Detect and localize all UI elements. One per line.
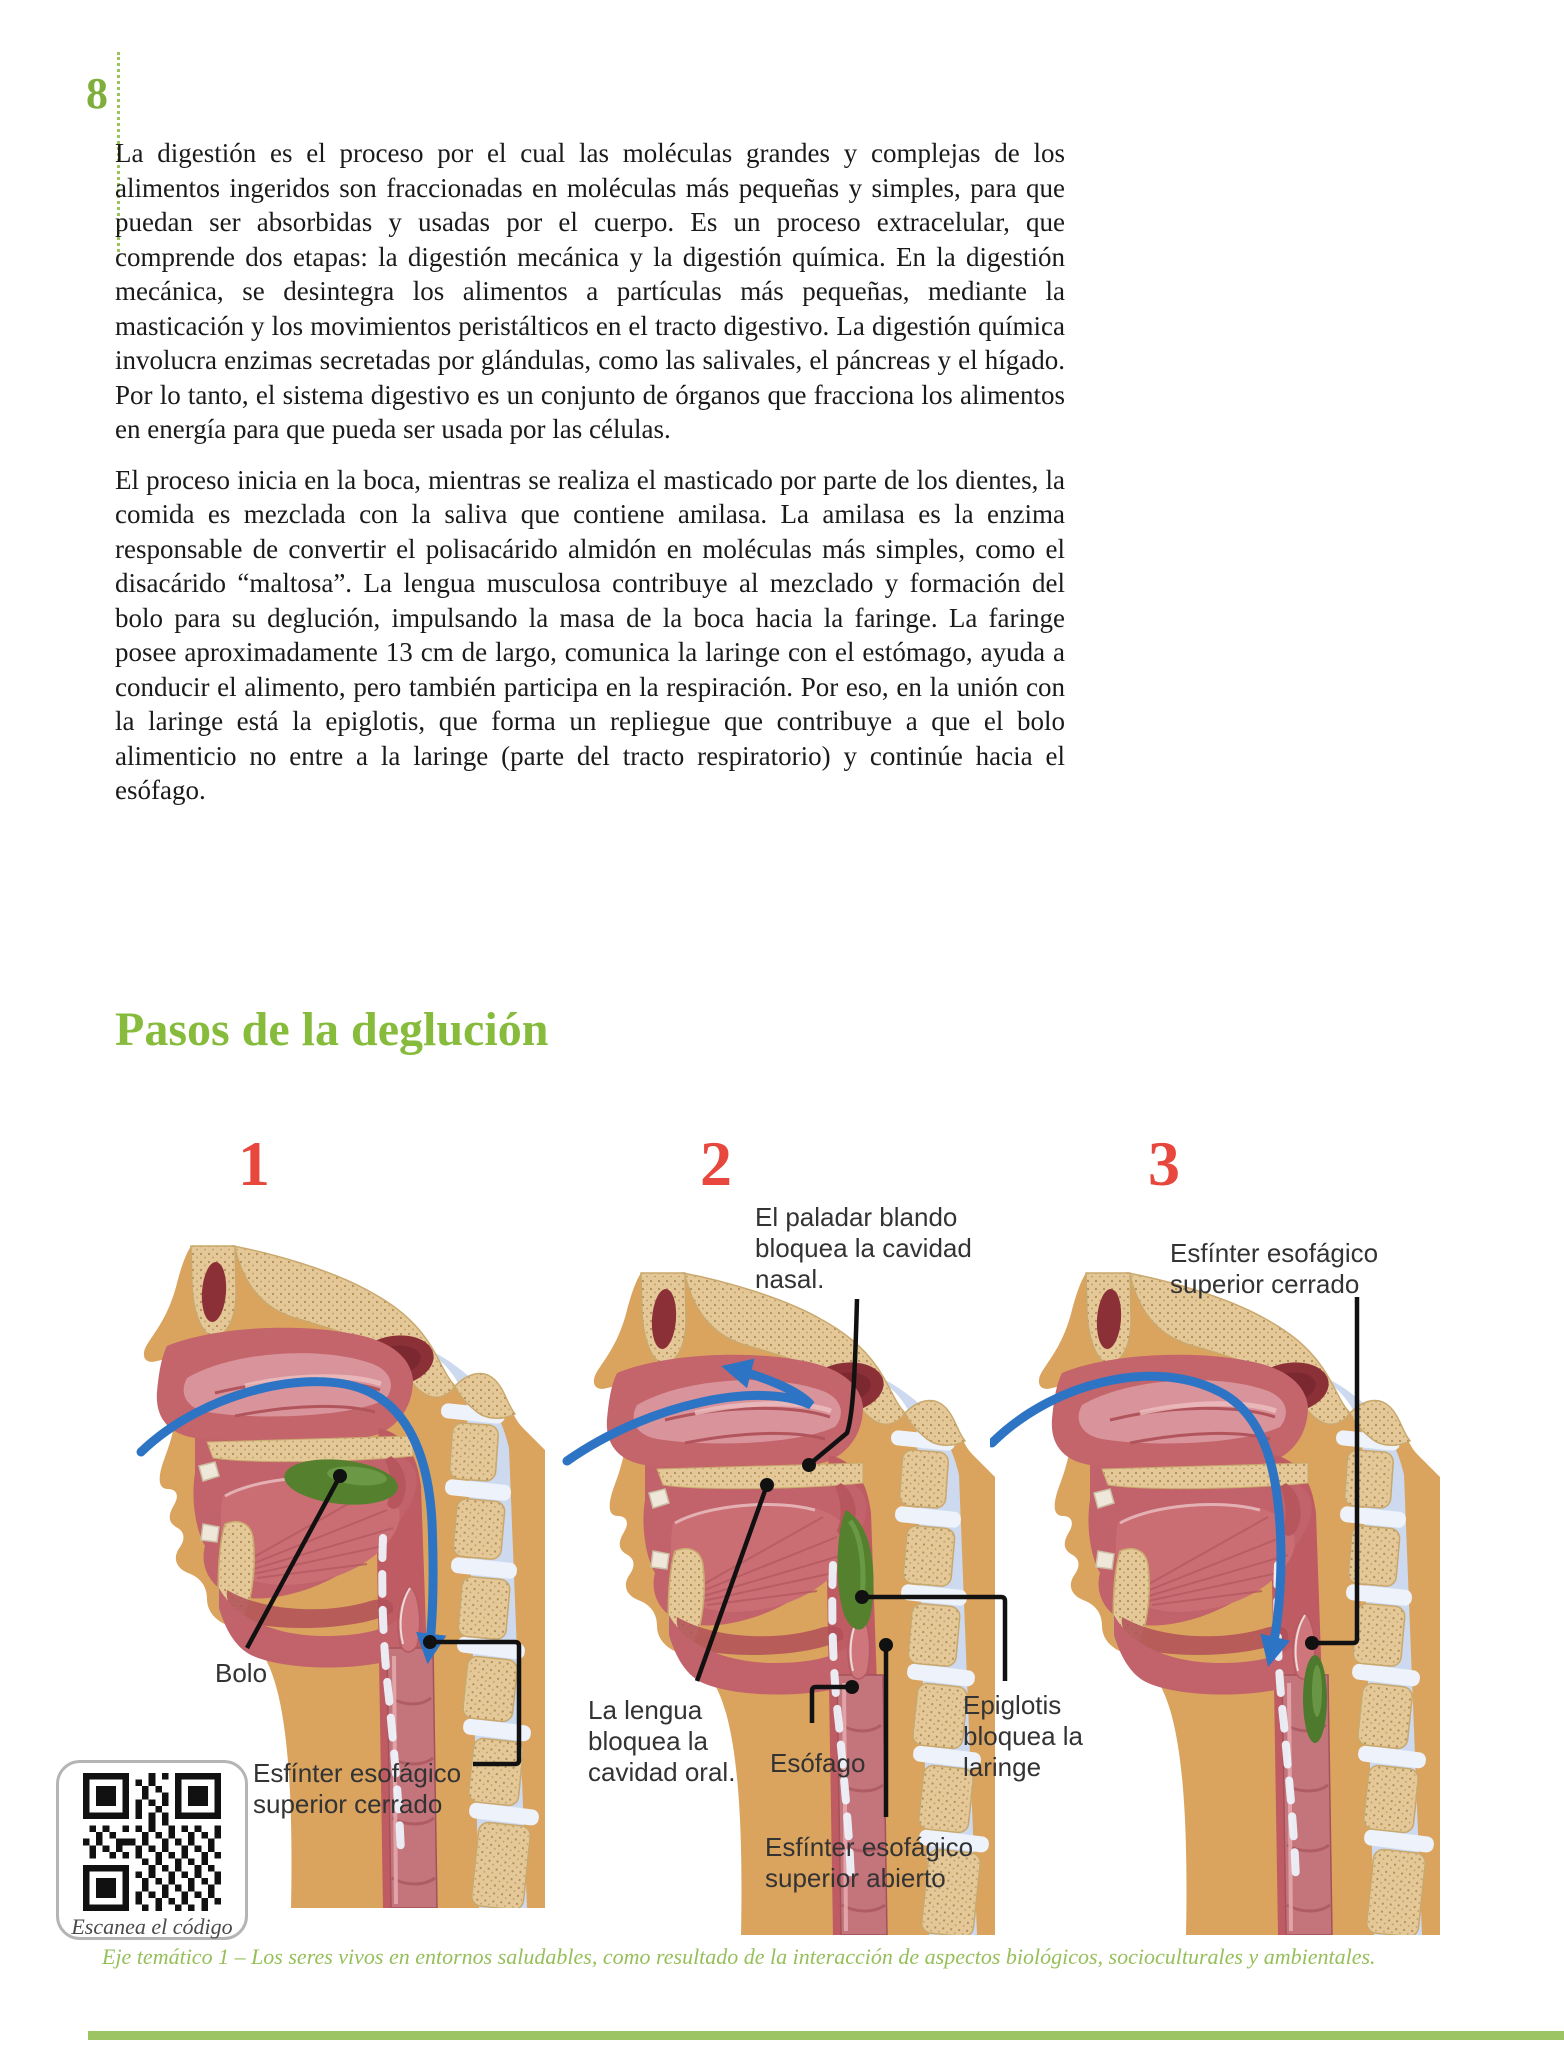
step-number-1: 1 [238,1128,270,1199]
body-text-column [115,136,1065,824]
label-esfinter-abierto: Esfínter esofágico superior abierto [765,1832,974,1893]
step-number-2: 2 [700,1128,732,1199]
label-esfinter-cerrado-paso1: Esfínter esofágico superior cerrado [253,1758,462,1819]
label-bolo: Bolo [215,1658,268,1688]
step-number-3: 3 [1148,1128,1180,1199]
head-cross-section-step3 [990,1255,1475,1935]
footer-green-bar [88,2031,1564,2040]
qr-caption: Escanea el código [71,1914,233,1939]
section-heading: Pasos de la deglución [115,1003,549,1056]
label-epiglotis: Epiglotis bloquea la laringe [963,1690,1083,1782]
qr-code-icon [83,1773,221,1911]
paragraph-digestion: La digestión es el proceso por el cual las moléculas grandes y complejas de los alimentos ingeridos son fraccionadas en moléculas más pequeñas y simples, para que puedan ser absorbidas y usadas por el cuerpo. Es un proceso extracelular, que comprende dos etapas: la digestión mecánica y la digestión química. En la digestión mecánica, se desintegra los alimentos a partículas más pequeñas, mediante la masticación y los movimientos peristálticos en el tracto digestivo. La digestión química involucra enzimas secretadas por glándulas, como las salivales, el páncreas y el hígado. Por lo tanto, el sistema digestivo es un conjunto de órganos que fracciona los alimentos en energía para que pueda ser usada por las células. [115,138,1065,444]
label-esfinter-cerrado-paso3: Esfínter esofágico superior cerrado [1170,1238,1379,1299]
swallowing-steps-figure [0,1120,1564,1980]
bolus-in-esophagus [1303,1655,1327,1743]
qr-code-box [56,1760,248,1940]
page-number: 8 [86,69,108,118]
paragraph-proceso-boca: El proceso inicia en la boca, mientras se realiza el masticado por parte de los dientes, la comida es mezclada con la saliva que contiene amilasa. La amilasa es la enzima responsable de convertir el polisacárido almidón en moléculas más simples, como el disacárido “maltosa”. La lengua musculosa contribuye al mezclado y formación del bolo para su deglución, impulsando la masa de la boca hacia la faringe. La faringe posee aproximadamente 13 cm de largo, comunica la laringe con el estómago, ayuda a conducir el alimento, pero también participa en la respiración. Por eso, en la unión con la laringe está la epiglotis, que forma un repliegue que contribuye a que el bolo alimenticio no entre a la laringe (parte del tracto respiratorio) y continúe hacia el esófago. [115,464,1065,805]
label-lengua: La lengua bloquea la cavidad oral. [588,1695,736,1787]
footer-theme-text: Eje temático 1 – Los seres vivos en entornos saludables, como resultado de la interacción de aspectos biológicos, socioculturales y ambientales. [102,1944,1376,1969]
label-esofago: Esófago [770,1748,866,1778]
label-paladar-blando: El paladar blando bloquea la cavidad nasal. [755,1202,972,1294]
